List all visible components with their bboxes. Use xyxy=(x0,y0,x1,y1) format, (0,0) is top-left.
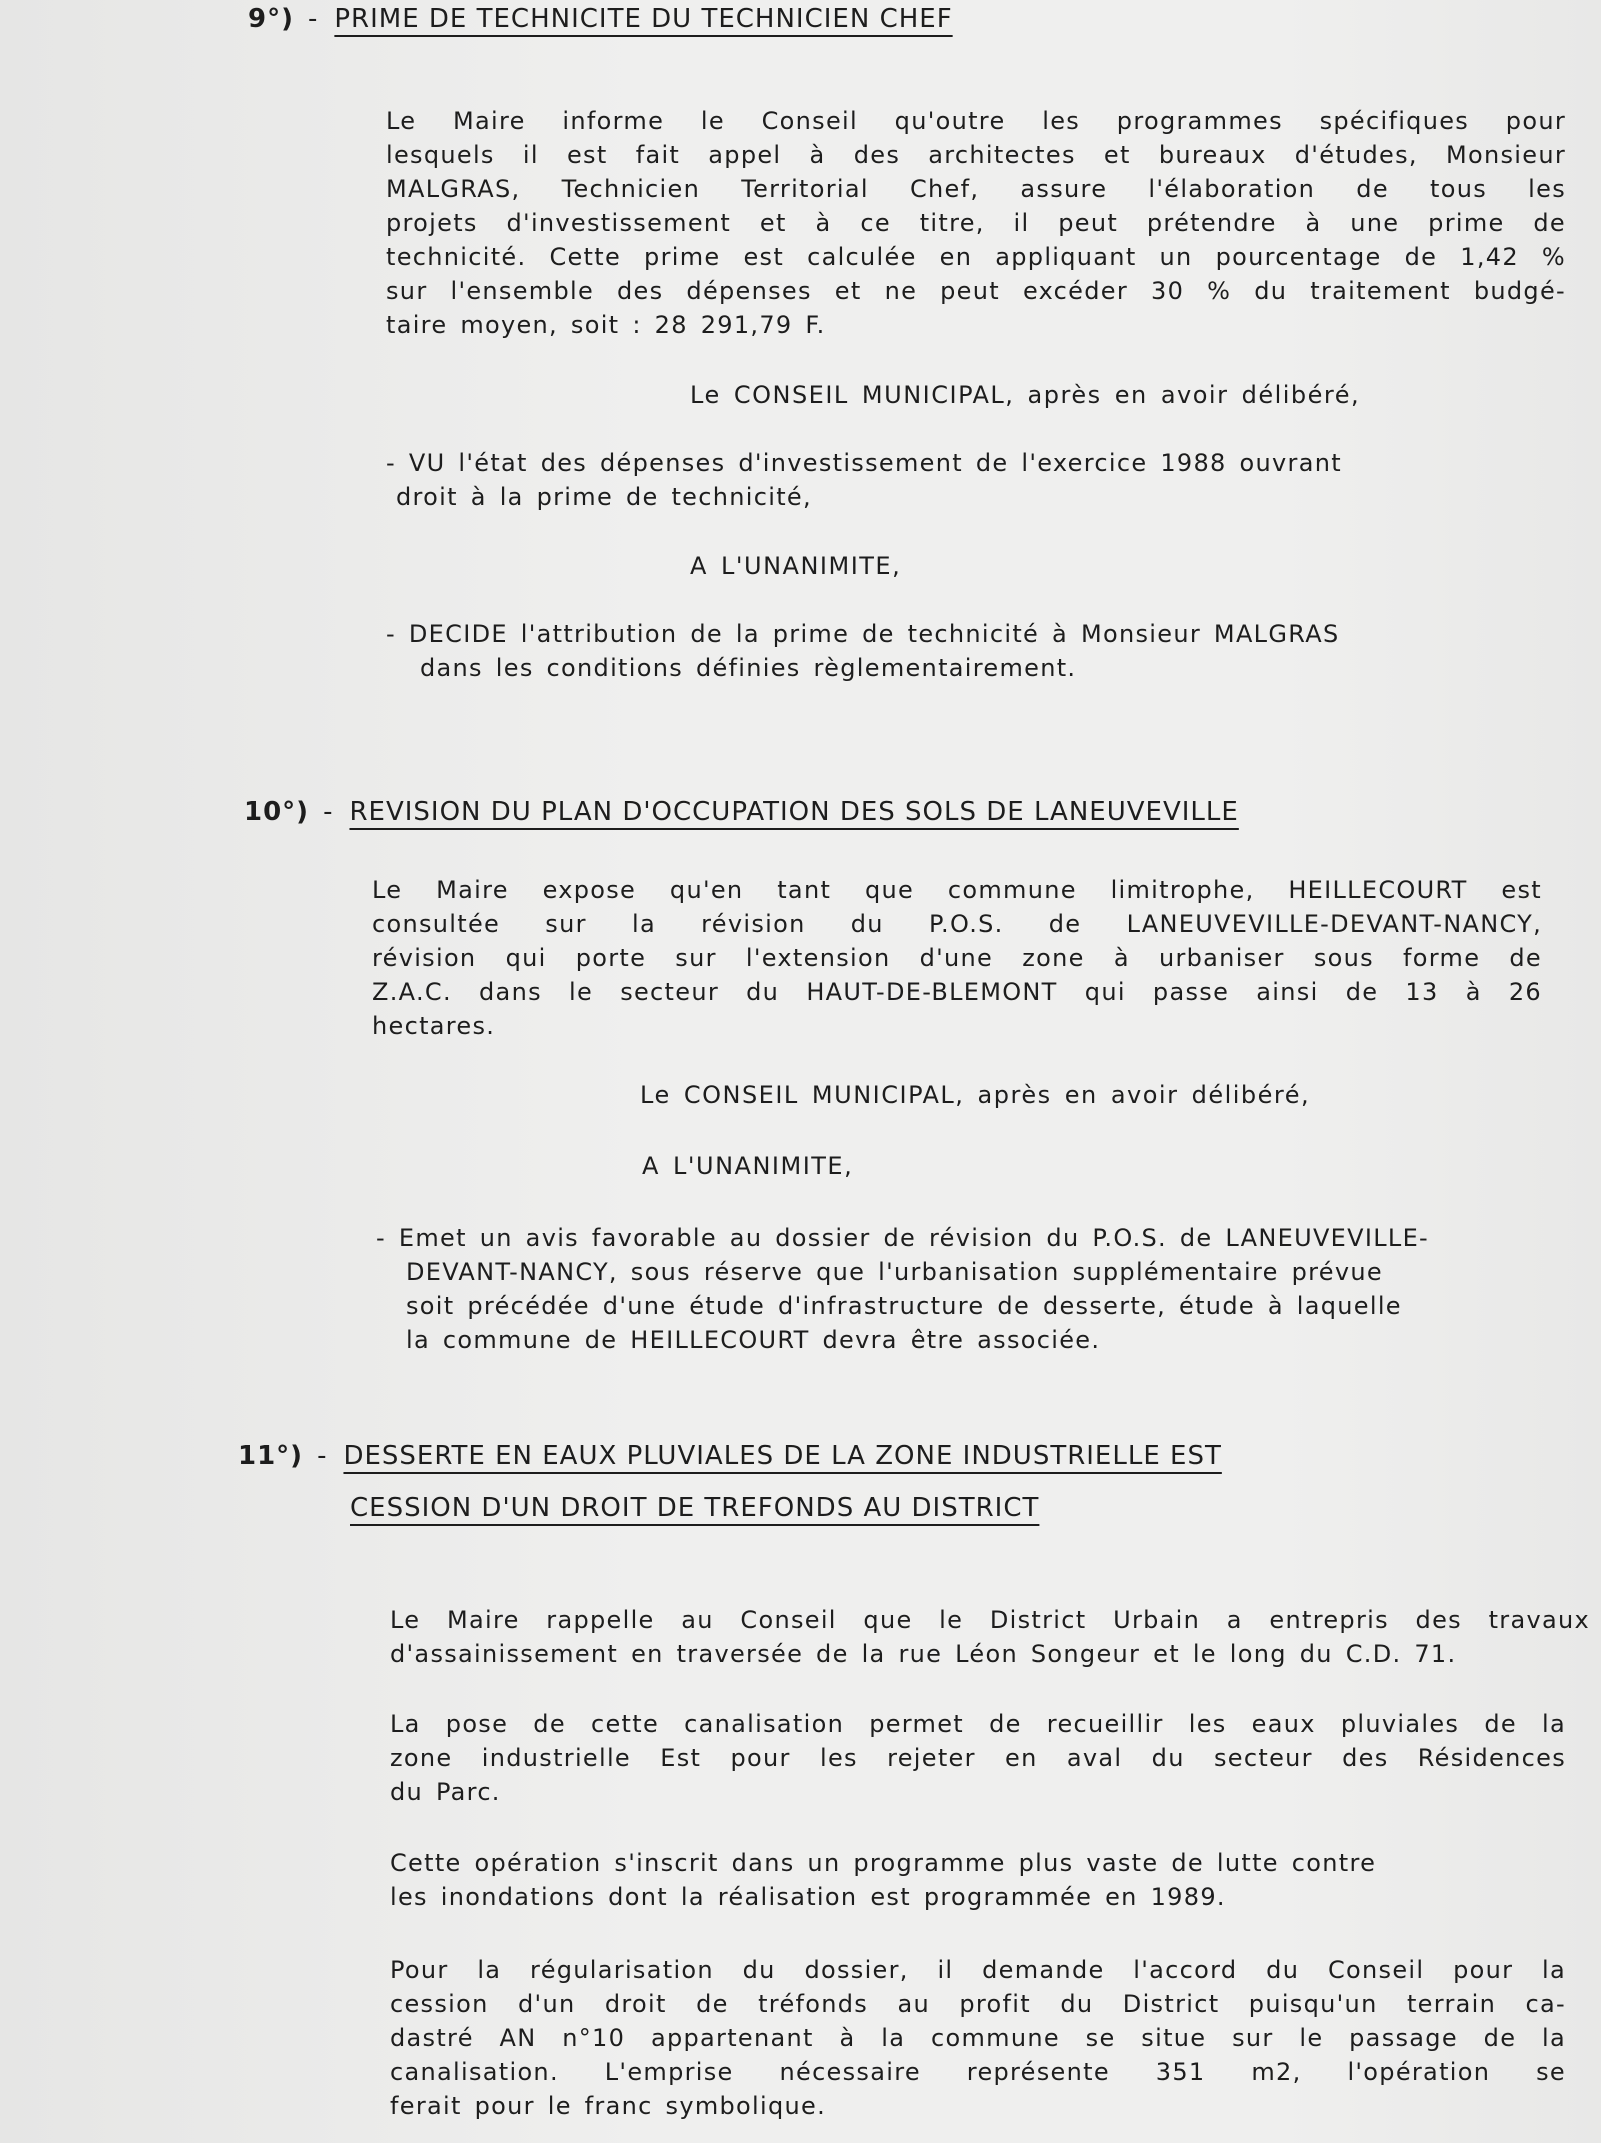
section-10-title: REVISION DU PLAN D'OCCUPATION DES SOLS DE LANEUVEVILLE xyxy=(349,797,1239,827)
section-10-council-statement: Le CONSEIL MUNICIPAL, après en avoir délibéré, xyxy=(640,1081,1311,1109)
section-9-council-statement: Le CONSEIL MUNICIPAL, après en avoir délibéré, xyxy=(690,381,1361,409)
text-line: - VU l'état des dépenses d'investissement de l'exercice 1988 ouvrant xyxy=(386,449,1342,477)
section-9-title: PRIME DE TECHNICITE DU TECHNICIEN CHEF xyxy=(334,4,953,34)
text-line: Le Maire rappelle au Conseil que le District Urbain a entrepris des travaux xyxy=(390,1606,1590,1634)
section-10-heading xyxy=(244,797,1239,827)
text-line: Cette opération s'inscrit dans un programme plus vaste de lutte contre xyxy=(390,1849,1377,1877)
text-line: révision qui porte sur l'extension d'une zone à urbaniser sous forme de xyxy=(372,944,1542,972)
section-9-dash: - xyxy=(307,4,319,34)
text-line: dans les conditions définies règlementairement. xyxy=(420,654,1077,682)
text-line: cession d'un droit de tréfonds au profit du District puisqu'un terrain ca- xyxy=(390,1990,1566,2018)
section-9-number: 9°) xyxy=(248,4,294,34)
section-11-dash: - xyxy=(317,1441,328,1471)
section-11-paragraph-1 xyxy=(390,1603,1590,1671)
text-line: Pour la régularisation du dossier, il demande l'accord du Conseil pour la xyxy=(390,1956,1566,1984)
text-line: zone industrielle Est pour les rejeter en aval du secteur des Résidences xyxy=(390,1744,1566,1772)
text-line: MALGRAS, Technicien Territorial Chef, assure l'élaboration de tous les xyxy=(386,175,1566,203)
section-9-unanimity: A L'UNANIMITE, xyxy=(690,552,902,580)
section-9-decision xyxy=(386,617,1526,685)
section-9-heading xyxy=(248,4,953,34)
text-line: dastré AN n°10 appartenant à la commune se situe sur le passage de la xyxy=(390,2024,1566,2052)
text-line: lesquels il est fait appel à des architectes et bureaux d'études, Monsieur xyxy=(386,141,1566,169)
text-line: la commune de HEILLECOURT devra être associée. xyxy=(406,1326,1101,1354)
text-line: taire moyen, soit : 28 291,79 F. xyxy=(386,311,826,339)
text-line: consultée sur la révision du P.O.S. de LANEUVEVILLE-DEVANT-NANCY, xyxy=(372,910,1542,938)
section-11-title-line-2: CESSION D'UN DROIT DE TREFONDS AU DISTRICT xyxy=(350,1493,1040,1523)
text-line: - Emet un avis favorable au dossier de révision du P.O.S. de LANEUVEVILLE- xyxy=(376,1224,1429,1252)
text-line: hectares. xyxy=(372,1012,496,1040)
section-10-dash: - xyxy=(323,797,334,827)
section-11-paragraph-2 xyxy=(390,1707,1566,1809)
section-9-vu xyxy=(386,446,1506,514)
text-line: ferait pour le franc symbolique. xyxy=(390,2092,827,2120)
section-10-opinion xyxy=(376,1221,1596,1357)
text-line: du Parc. xyxy=(390,1778,501,1806)
section-11-paragraph-4 xyxy=(390,1953,1566,2123)
text-line: d'assainissement en traversée de la rue Léon Songeur et le long du C.D. 71. xyxy=(390,1640,1457,1668)
text-line: Z.A.C. dans le secteur du HAUT-DE-BLEMONT qui passe ainsi de 13 à 26 xyxy=(372,978,1542,1006)
text-line: soit précédée d'une étude d'infrastructure de desserte, étude à laquelle xyxy=(406,1292,1402,1320)
text-line: technicité. Cette prime est calculée en appliquant un pourcentage de 1,42 % xyxy=(386,243,1566,271)
text-line: sur l'ensemble des dépenses et ne peut excéder 30 % du traitement budgé- xyxy=(386,277,1566,305)
section-11-number: 11°) xyxy=(238,1441,304,1471)
text-line: - DECIDE l'attribution de la prime de technicité à Monsieur MALGRAS xyxy=(386,620,1340,648)
section-9-body xyxy=(386,104,1566,342)
section-11-heading xyxy=(238,1441,1222,1471)
section-11-paragraph-3 xyxy=(390,1846,1530,1914)
text-line: canalisation. L'emprise nécessaire représente 351 m2, l'opération se xyxy=(390,2058,1566,2086)
section-10-body xyxy=(372,873,1542,1043)
text-line: projets d'investissement et à ce titre, il peut prétendre à une prime de xyxy=(386,209,1566,237)
text-line: Le Maire expose qu'en tant que commune limitrophe, HEILLECOURT est xyxy=(372,876,1542,904)
section-11-title-line-1: DESSERTE EN EAUX PLUVIALES DE LA ZONE INDUSTRIELLE EST xyxy=(343,1441,1222,1471)
section-10-number: 10°) xyxy=(244,797,310,827)
text-line: droit à la prime de technicité, xyxy=(396,483,812,511)
text-line: Le Maire informe le Conseil qu'outre les programmes spécifiques pour xyxy=(386,107,1566,135)
text-line: les inondations dont la réalisation est programmée en 1989. xyxy=(390,1883,1226,1911)
text-line: La pose de cette canalisation permet de recueillir les eaux pluviales de la xyxy=(390,1710,1566,1738)
text-line: DEVANT-NANCY, sous réserve que l'urbanisation supplémentaire prévue xyxy=(406,1258,1383,1286)
section-10-unanimity: A L'UNANIMITE, xyxy=(642,1152,854,1180)
